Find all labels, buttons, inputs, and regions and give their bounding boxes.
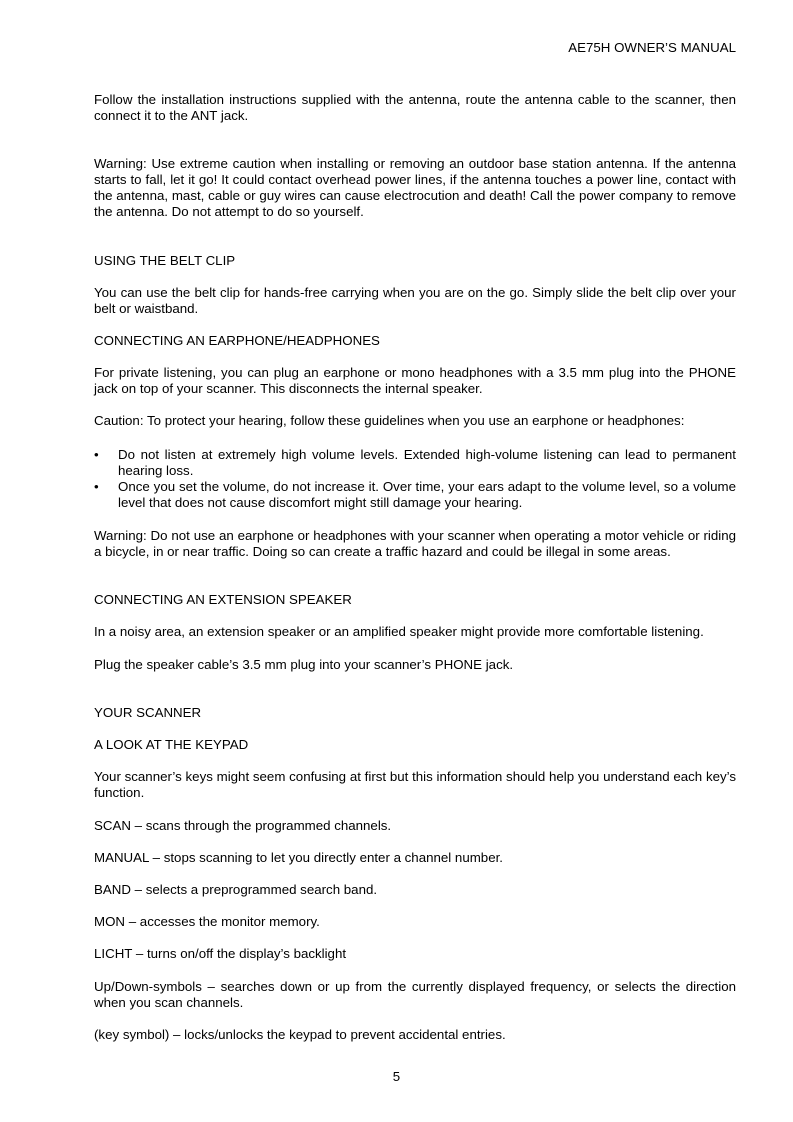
paragraph-keys-intro: Your scanner’s keys might seem confusing at first but this information should help you understand each key’s function. [94,769,736,800]
bullet-icon: • [94,479,99,494]
heading-earphone: CONNECTING AN EARPHONE/HEADPHONES [94,333,380,348]
paragraph-plug-speaker: Plug the speaker cable’s 3.5 mm plug into your scanner’s PHONE jack. [94,657,514,672]
list-item-text: Do not listen at extremely high volume levels. Extended high-volume listening can lead to permanent hearing loss. [118,447,736,478]
heading-your-scanner: YOUR SCANNER [94,705,202,720]
key-description-up-down: Up/Down-symbols – searches down or up from the currently displayed frequency, or selects the direction when you scan channels. [94,979,736,1010]
page-number: 5 [392,1069,401,1084]
paragraph-caution: Caution: To protect your hearing, follow these guidelines when you use an earphone or headphones: [94,413,685,428]
list-item [94,479,736,511]
heading-extension-speaker: CONNECTING AN EXTENSION SPEAKER [94,592,352,607]
list-item [94,447,736,479]
running-header: AE75H OWNER’S MANUAL [568,40,736,55]
paragraph-belt-clip: You can use the belt clip for hands-free carrying when you are on the go. Simply slide the belt clip over your belt or waistband. [94,285,736,316]
hearing-guidelines-list [94,447,736,511]
key-description-manual: MANUAL – stops scanning to let you directly enter a channel number. [94,850,503,865]
heading-keypad: A LOOK AT THE KEYPAD [94,737,249,752]
key-description-mon: MON – accesses the monitor memory. [94,914,320,929]
key-description-lock: (key symbol) – locks/unlocks the keypad to prevent accidental entries. [94,1027,506,1042]
key-description-scan: SCAN – scans through the programmed channels. [94,818,392,833]
list-item-text: Once you set the volume, do not increase it. Over time, your ears adapt to the volume level, so a volume level that does not cause discomfort might still damage your hearing. [118,479,736,510]
key-description-licht: LICHT – turns on/off the display’s backlight [94,946,347,961]
bullet-icon: • [94,447,99,462]
heading-belt-clip: USING THE BELT CLIP [94,253,236,268]
paragraph-noisy-area: In a noisy area, an extension speaker or an amplified speaker might provide more comfortable listening. [94,624,704,639]
paragraph-private-listening: For private listening, you can plug an earphone or mono headphones with a 3.5 mm plug into the PHONE jack on top of your scanner. This disconnects the internal speaker. [94,365,736,396]
paragraph-antenna-warning: Warning: Use extreme caution when installing or removing an outdoor base station antenna. If the antenna starts to fall, let it go! It could contact overhead power lines, if the antenna touches a power line, contact with the antenna, mast, cable or guy wires can cause electrocution and death! Call the power company to remove the antenna. Do not attempt to do so yourself. [94,156,736,219]
paragraph-traffic-warning: Warning: Do not use an earphone or headphones with your scanner when operating a motor vehicle or riding a bicycle, in or near traffic. Doing so can create a traffic hazard and could be illegal in some areas. [94,528,736,559]
key-description-band: BAND – selects a preprogrammed search band. [94,882,378,897]
paragraph-installation: Follow the installation instructions supplied with the antenna, route the antenna cable to the scanner, then connect it to the ANT jack. [94,92,736,123]
